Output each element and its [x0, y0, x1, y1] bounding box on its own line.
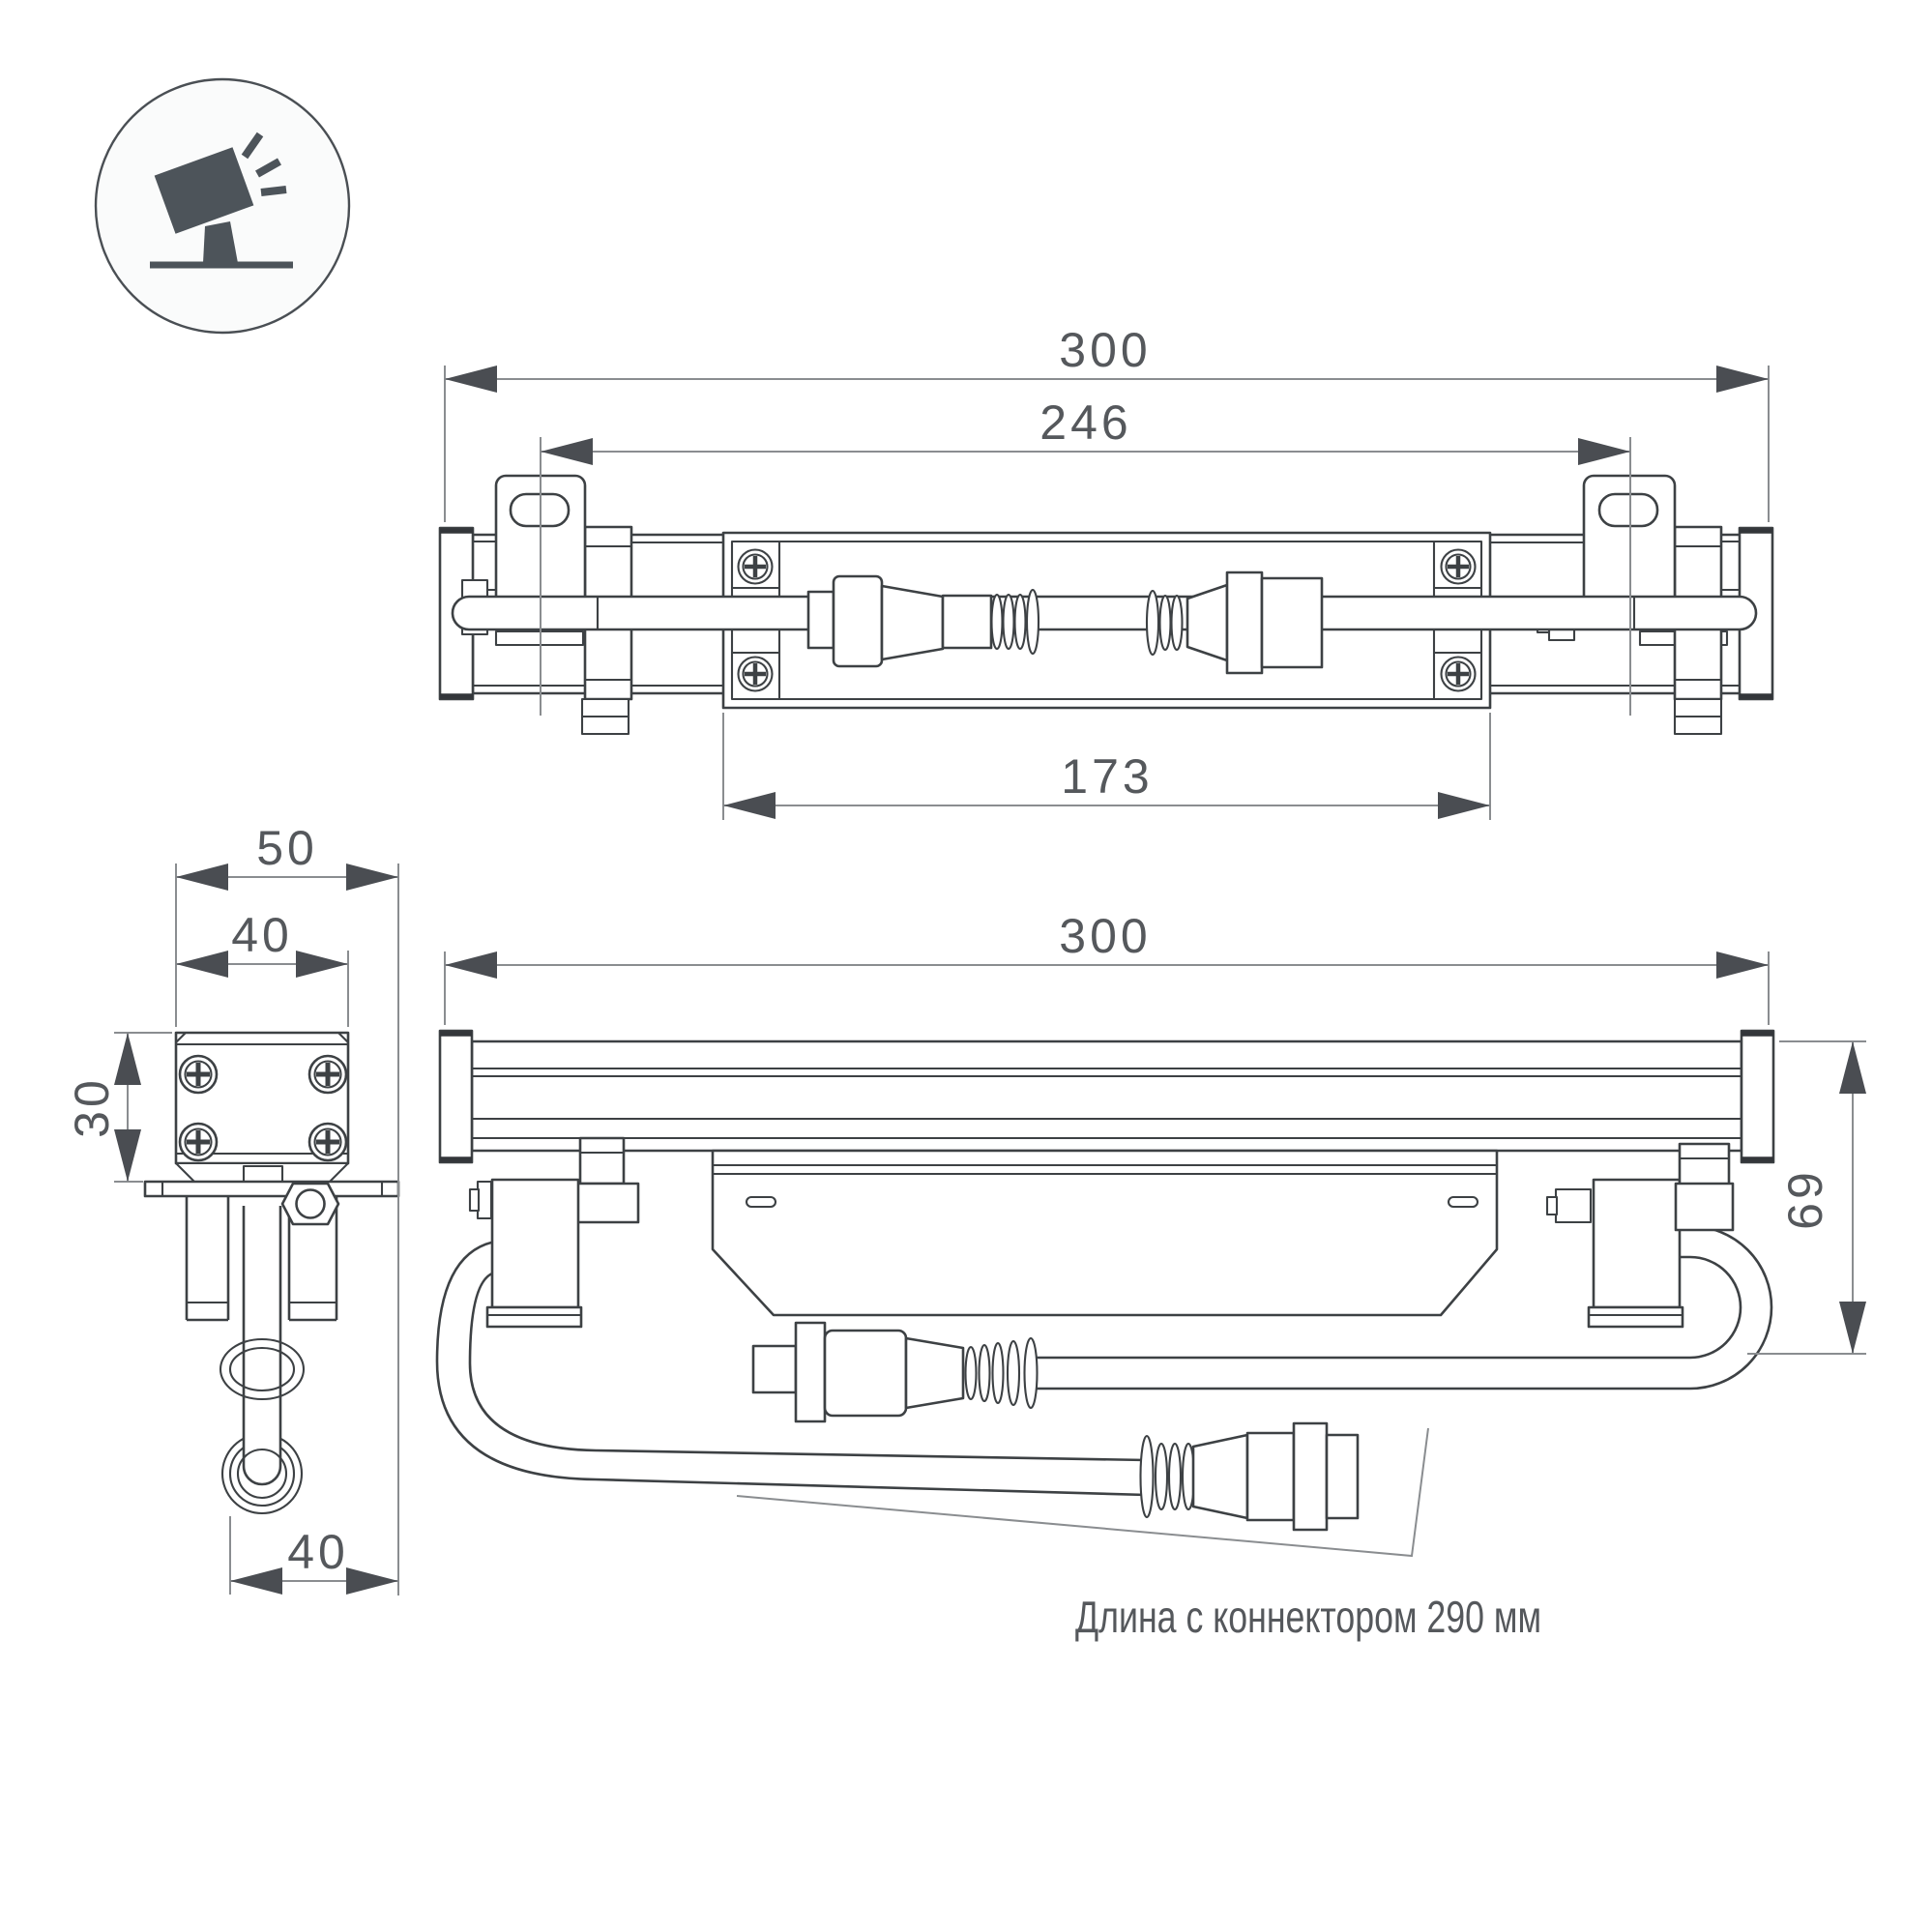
- dim-label: 300: [1059, 323, 1152, 377]
- dim-label: 246: [1039, 395, 1132, 450]
- dim-side-30: [65, 1033, 172, 1182]
- screw-icon: [1442, 550, 1476, 584]
- dim-label: 300: [1059, 909, 1152, 963]
- side-view: [65, 821, 398, 1595]
- dim-label: 40: [231, 908, 293, 962]
- cable-loop-side: [244, 1206, 280, 1484]
- screw-icon: [739, 550, 773, 584]
- driver-housing-front: [713, 1151, 1497, 1315]
- profile-body-side: [176, 1033, 348, 1182]
- end-connector-front: [1141, 1423, 1359, 1530]
- screw-icon: [309, 1124, 346, 1160]
- floodlight-icon: [96, 79, 349, 333]
- dim-side-40-top: [176, 908, 348, 1027]
- cable-top: [453, 597, 1756, 629]
- front-view: [437, 909, 1866, 1642]
- dim-top-173: [723, 713, 1490, 820]
- profile-bar-front: [440, 1031, 1773, 1162]
- screw-icon: [180, 1056, 217, 1093]
- screw-icon: [1442, 658, 1476, 691]
- clamp-left-front: [470, 1138, 638, 1327]
- dim-label: 173: [1061, 749, 1154, 804]
- screw-icon: [739, 658, 773, 691]
- screw-icon: [180, 1124, 217, 1160]
- connector-length-note: Длина с коннектором 290 мм: [1075, 1592, 1541, 1642]
- dim-label: 50: [256, 821, 318, 875]
- lock-knob-icon: [282, 1184, 338, 1224]
- dim-label: 40: [287, 1525, 349, 1579]
- dim-label: 30: [65, 1076, 119, 1138]
- connector-pair-front: [753, 1323, 1038, 1421]
- screw-icon: [309, 1056, 346, 1093]
- dim-front-300: [445, 909, 1769, 1025]
- dim-side-40-bottom: [230, 1516, 398, 1595]
- clamp-right-front: [1547, 1144, 1733, 1327]
- dim-label: 69: [1778, 1168, 1832, 1230]
- top-view: [440, 323, 1772, 820]
